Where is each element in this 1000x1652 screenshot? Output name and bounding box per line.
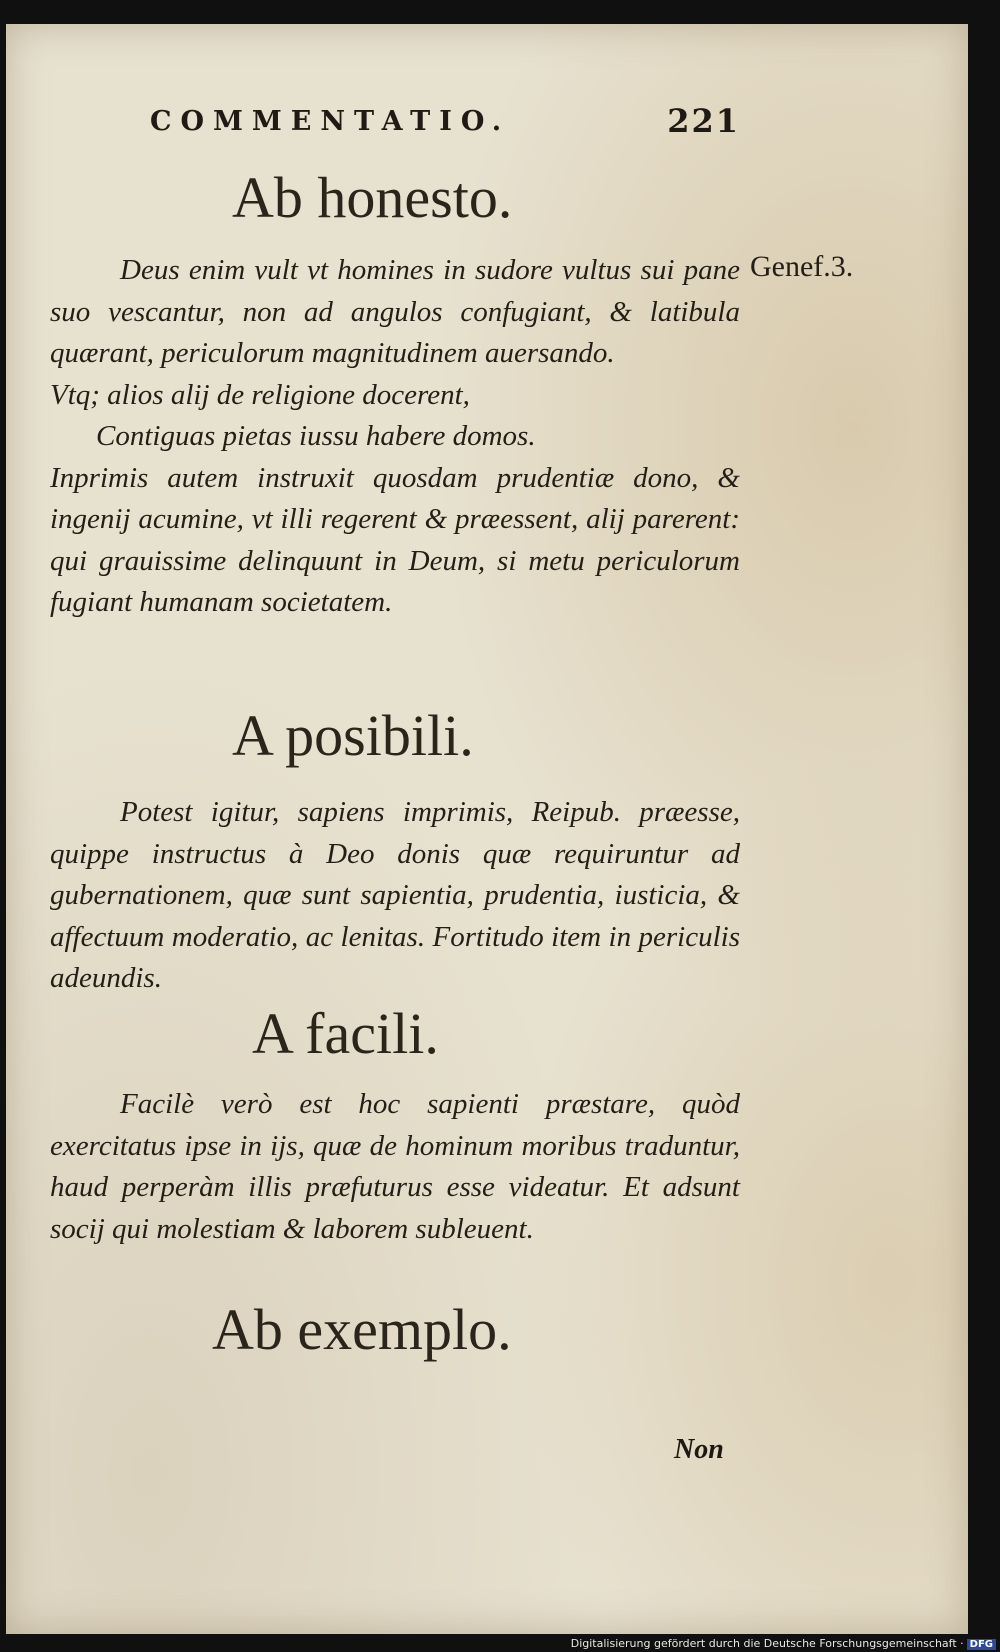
text-line: Inprimis autem instruxit quosdam prudentiæ dono, & ingenij acumine, vt illi regerent & præessent, alij parerent: qui grauissime delinquunt in Deum, si metu periculorum fugiant humanam societatem.	[50, 461, 740, 618]
section-heading-a-posibili: A posibili.	[232, 703, 474, 768]
book-page	[6, 24, 968, 1634]
paragraph-ab-honesto	[50, 250, 740, 624]
footer-credit: Digitalisierung gefördert durch die Deutsche Forschungsgemeinschaft ·	[570, 1637, 964, 1650]
section-heading-ab-exemplo: Ab exemplo.	[212, 1297, 512, 1362]
dfg-logo: DFG	[967, 1639, 996, 1650]
text-line: Facilè verò est hoc sapienti præstare, quòd exercitatus ipse in ijs, quæ de hominum moribus traduntur, haud perperàm illis præfuturus esse videatur. Et adsunt socij qui molestiam & laborem subleuent.	[50, 1088, 740, 1245]
digitization-footer	[571, 1637, 996, 1650]
paragraph-a-posibili	[50, 792, 740, 1000]
running-title: COMMENTATIO.	[150, 106, 511, 137]
catchword: Non	[674, 1434, 724, 1465]
section-heading-ab-honesto: Ab honesto.	[232, 165, 513, 230]
verse-line: Contiguas pietas iussu habere domos.	[96, 420, 536, 452]
text-line: Potest igitur, sapiens imprimis, Reipub. præesse, quippe instructus à Deo donis quæ requiruntur ad gubernationem, quæ sunt sapientia, prudentia, iusticia, & affectuum moderatio, ac lenitas. Fortitudo item in periculis adeundis.	[50, 796, 740, 994]
paragraph-a-facili	[50, 1084, 740, 1250]
section-heading-a-facili: A facili.	[252, 1001, 439, 1066]
page-number: 221	[667, 102, 740, 140]
text-line: Deus enim vult vt homines in sudore vultus sui pane suo vescantur, non ad angulos confugiant, & latibula quærant, periculorum magnitudinem auersando.	[50, 254, 740, 369]
verse-line: Vtq; alios alij de religione docerent,	[50, 378, 470, 411]
margin-note: Genef.3.	[750, 250, 854, 283]
